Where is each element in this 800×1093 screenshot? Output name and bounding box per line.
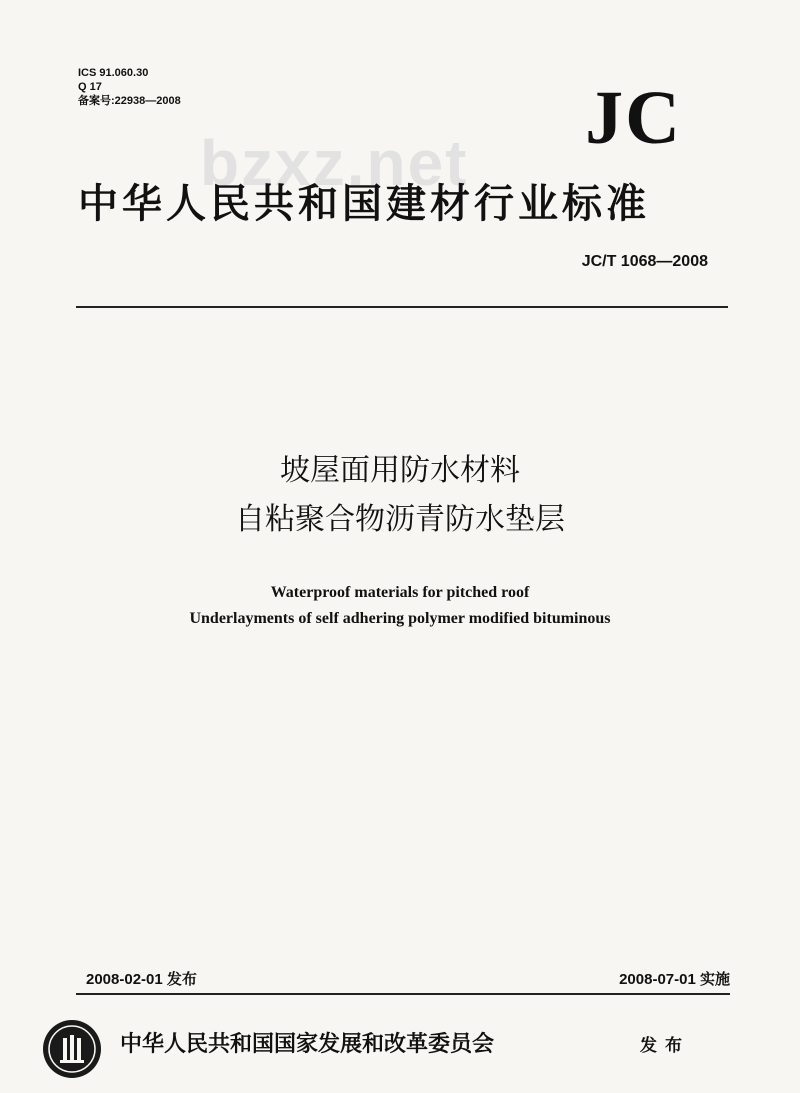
classification-block: [78, 66, 181, 108]
filing-number: 备案号:22938—2008: [78, 95, 181, 107]
standard-category-title: 中华人民共和国建材行业标准: [78, 181, 650, 227]
issue-label: 发布: [640, 1036, 690, 1056]
issuing-authority: 中华人民共和国国家发展和改革委员会: [120, 1032, 495, 1057]
effective-date: 2008-07-01 实施: [619, 971, 730, 988]
issue-date: 2008-02-01 发布: [86, 971, 197, 988]
bottom-divider: [76, 993, 730, 995]
chinese-title-line-2: 自粘聚合物沥青防水垫层: [235, 502, 565, 537]
chinese-title-line-1: 坡屋面用防水材料: [280, 453, 520, 488]
ics-code: ICS 91.060.30: [78, 67, 149, 79]
jc-logo: JC: [585, 76, 682, 160]
top-divider: [76, 306, 728, 308]
ccs-code: Q 17: [78, 81, 102, 93]
standard-code: JC/T 1068—2008: [581, 253, 708, 270]
english-title-line-1: Waterproof materials for pitched roof: [270, 584, 530, 601]
english-title-line-2: Underlayments of self adhering polymer modified bituminous: [189, 610, 611, 627]
watermark: bzxz.net: [200, 127, 469, 199]
issuer-seal-icon: [41, 1018, 103, 1080]
